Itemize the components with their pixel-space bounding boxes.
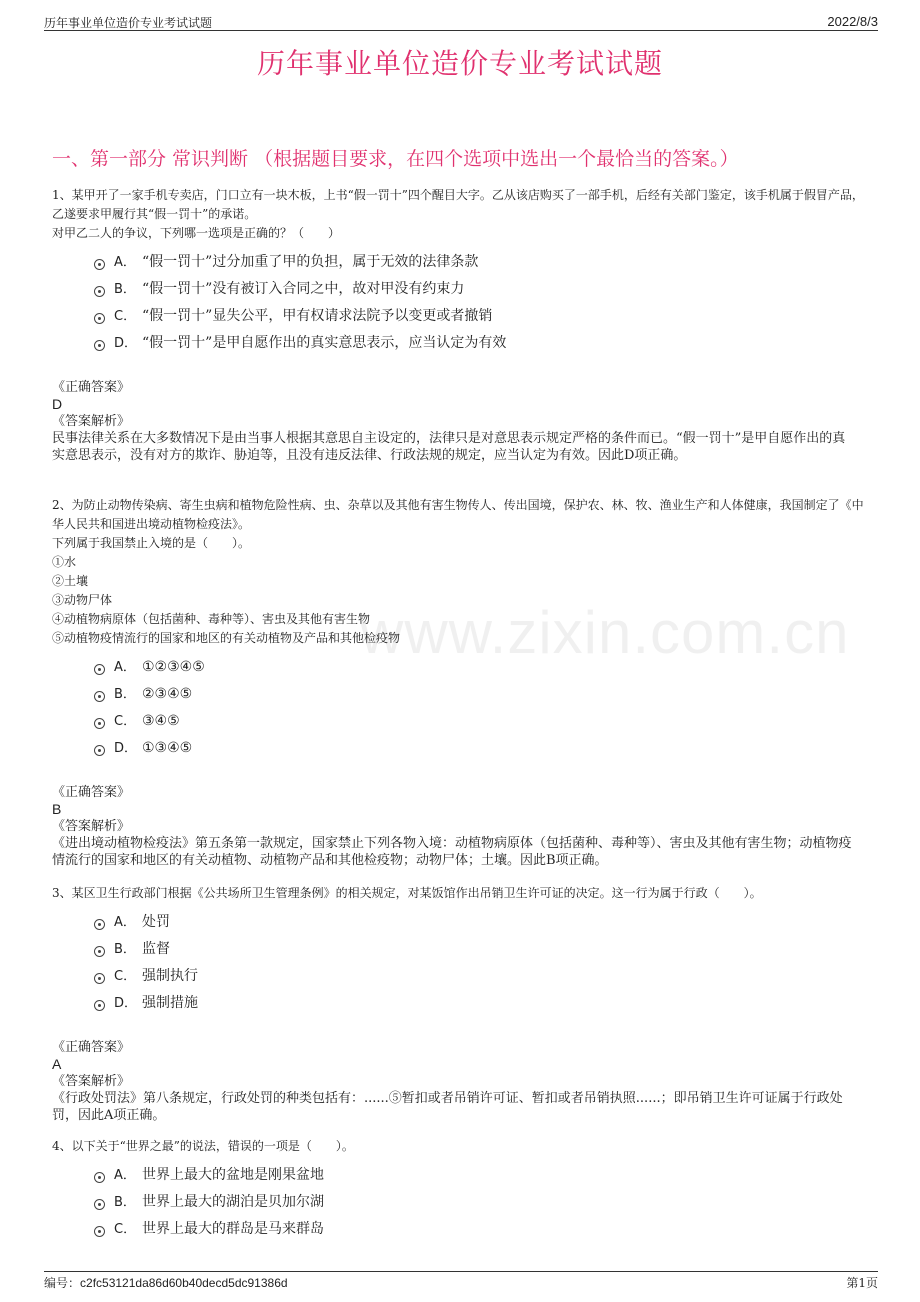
option-d[interactable]: D． “假一罚十”是甲自愿作出的真实意思表示，应当认定为有效: [92, 330, 864, 357]
option-d[interactable]: D． 强制措施: [92, 990, 864, 1017]
explanation-label: 《答案解析》: [52, 819, 131, 834]
option-text: “假一罚十”显失公平，甲有权请求法院予以变更或者撤销: [142, 308, 493, 324]
option-text: ①③④⑤: [142, 740, 193, 756]
question-stem: 对甲乙二人的争议，下列哪一选项是正确的？（ ）: [52, 226, 341, 240]
explanation-label: 《答案解析》: [52, 1074, 131, 1089]
option-text: 强制措施: [142, 995, 198, 1011]
answer-block: [52, 1039, 864, 1124]
answer-value: B: [52, 801, 62, 817]
page-footer: [44, 1271, 878, 1292]
header-doc-title: 历年事业单位造价专业考试试题: [44, 16, 213, 30]
radio-icon[interactable]: [94, 1226, 105, 1237]
answer-value: A: [52, 1056, 62, 1072]
question-stem: ④动植物病原体（包括菌种、毒种等）、害虫及其他有害生物: [52, 612, 371, 626]
option-b[interactable]: B． “假一罚十”没有被订入合同之中，故对甲没有约束力: [92, 276, 864, 303]
answer-label: 《正确答案》: [52, 1040, 131, 1055]
option-text: “假一罚十”没有被订入合同之中，故对甲没有约束力: [142, 281, 465, 297]
question-stem: ①水: [52, 555, 77, 569]
option-a[interactable]: A． 处罚: [92, 909, 864, 936]
option-a[interactable]: A． 世界上最大的盆地是刚果盆地: [92, 1162, 864, 1189]
radio-icon[interactable]: [94, 1000, 105, 1011]
option-c[interactable]: C． 世界上最大的群岛是马来群岛: [92, 1216, 864, 1243]
doc-code: [44, 1274, 288, 1291]
radio-icon[interactable]: [94, 664, 105, 675]
radio-icon[interactable]: [94, 691, 105, 702]
radio-icon[interactable]: [94, 286, 105, 297]
option-text: 强制执行: [142, 968, 198, 984]
explanation-label: 《答案解析》: [52, 414, 131, 429]
question-2: [52, 496, 864, 869]
option-text: ③④⑤: [142, 713, 180, 729]
answer-value: D: [52, 396, 63, 412]
option-b[interactable]: B． 世界上最大的湖泊是贝加尔湖: [92, 1189, 864, 1216]
radio-icon[interactable]: [94, 259, 105, 270]
option-b[interactable]: B． 监督: [92, 936, 864, 963]
option-list: [92, 654, 864, 762]
option-text: 处罚: [142, 914, 170, 930]
option-d[interactable]: D． ①③④⑤: [92, 735, 864, 762]
radio-icon[interactable]: [94, 919, 105, 930]
question-stem: ⑤动植物疫情流行的国家和地区的有关动植物及产品和其他检疫物: [52, 631, 401, 645]
option-c[interactable]: C． 强制执行: [92, 963, 864, 990]
radio-icon[interactable]: [94, 340, 105, 351]
question-3: [52, 884, 864, 1124]
section-heading: 一、第一部分 常识判断 （根据题目要求，在四个选项中选出一个最恰当的答案。）: [52, 148, 739, 170]
answer-block: [52, 379, 864, 464]
option-text: “假一罚十”过分加重了甲的负担，属于无效的法律条款: [142, 254, 479, 270]
option-text: “假一罚十”是甲自愿作出的真实意思表示，应当认定为有效: [142, 335, 507, 351]
radio-icon[interactable]: [94, 718, 105, 729]
explanation-text: 民事法律关系在大多数情况下是由当事人根据其意思自主设定的，法律只是对意思表示规定严格的条件而已。“假一罚十”是甲自愿作出的真实意思表示，没有对方的欺诈、胁迫等，且没有违反法律、行政法规的规定，应当认定为有效。因此D项正确。: [52, 431, 846, 463]
question-4: [52, 1137, 864, 1243]
question-stem: 3、某区卫生行政部门根据《公共场所卫生管理条例》的相关规定，对某饭馆作出吊销卫生许可证的决定。这一行为属于行政（ ）。: [52, 886, 762, 900]
question-stem: 下列属于我国禁止入境的是（ ）。: [52, 536, 251, 550]
page-header: [44, 10, 878, 31]
option-c[interactable]: C． ③④⑤: [92, 708, 864, 735]
explanation-text: 《行政处罚法》第八条规定，行政处罚的种类包括有：......⑤暂扣或者吊销许可证、暂扣或者吊销执照......；即吊销卫生许可证属于行政处罚，因此A项正确。: [52, 1091, 843, 1123]
option-list: [92, 1162, 864, 1243]
option-text: ①②③④⑤: [142, 659, 205, 675]
watermark: www.zixin.com.cn: [360, 599, 850, 666]
radio-icon[interactable]: [94, 946, 105, 957]
page-title: 历年事业单位造价专业考试试题: [256, 47, 663, 80]
answer-label: 《正确答案》: [52, 785, 131, 800]
option-text: ②③④⑤: [142, 686, 193, 702]
answer-block: [52, 784, 864, 869]
question-stem: 4、以下关于“世界之最”的说法，错误的一项是（ ）。: [52, 1139, 354, 1153]
doc-code-label: 编号：: [44, 1276, 81, 1290]
option-list: [92, 909, 864, 1017]
header-date: 2022/8/3: [827, 14, 878, 29]
radio-icon[interactable]: [94, 1172, 105, 1183]
option-list: [92, 249, 864, 357]
radio-icon[interactable]: [94, 313, 105, 324]
option-text: 世界上最大的盆地是刚果盆地: [142, 1167, 324, 1183]
option-text: 世界上最大的群岛是马来群岛: [142, 1221, 324, 1237]
option-a[interactable]: A． “假一罚十”过分加重了甲的负担，属于无效的法律条款: [92, 249, 864, 276]
page-number: 第1页: [846, 1276, 878, 1290]
radio-icon[interactable]: [94, 1199, 105, 1210]
radio-icon[interactable]: [94, 973, 105, 984]
option-text: 监督: [142, 941, 170, 957]
option-c[interactable]: C． “假一罚十”显失公平，甲有权请求法院予以变更或者撤销: [92, 303, 864, 330]
question-stem: ②土壤: [52, 574, 89, 588]
doc-code-value: c2fc53121da86d60b40decd5dc91386d: [80, 1276, 288, 1290]
question-stem: ③动物尸体: [52, 593, 113, 607]
option-a[interactable]: A． ①②③④⑤: [92, 654, 864, 681]
explanation-text: 《进出境动植物检疫法》第五条第一款规定，国家禁止下列各物入境：动植物病原体（包括菌种、毒种等）、害虫及其他有害生物；动植物疫情流行的国家和地区的有关动植物、动植物产品和其他检疫物；动物尸体；土壤。因此B项正确。: [52, 836, 852, 868]
answer-label: 《正确答案》: [52, 380, 131, 395]
question-stem: 2、为防止动物传染病、寄生虫病和植物危险性病、虫、杂草以及其他有害生物传人、传出国境，保护农、林、牧、渔业生产和人体健康，我国制定了《中华人民共和国进出境动植物检疫法》。: [52, 498, 864, 531]
question-1: [52, 186, 864, 464]
option-b[interactable]: B． ②③④⑤: [92, 681, 864, 708]
question-stem: 1、某甲开了一家手机专卖店，门口立有一块木板，上书“假一罚十”四个醒目大字。乙从该店购买了一部手机，后经有关部门鉴定，该手机属于假冒产品，乙遂要求甲履行其“假一罚十”的承诺。: [52, 188, 864, 221]
radio-icon[interactable]: [94, 745, 105, 756]
option-text: 世界上最大的湖泊是贝加尔湖: [142, 1194, 324, 1210]
